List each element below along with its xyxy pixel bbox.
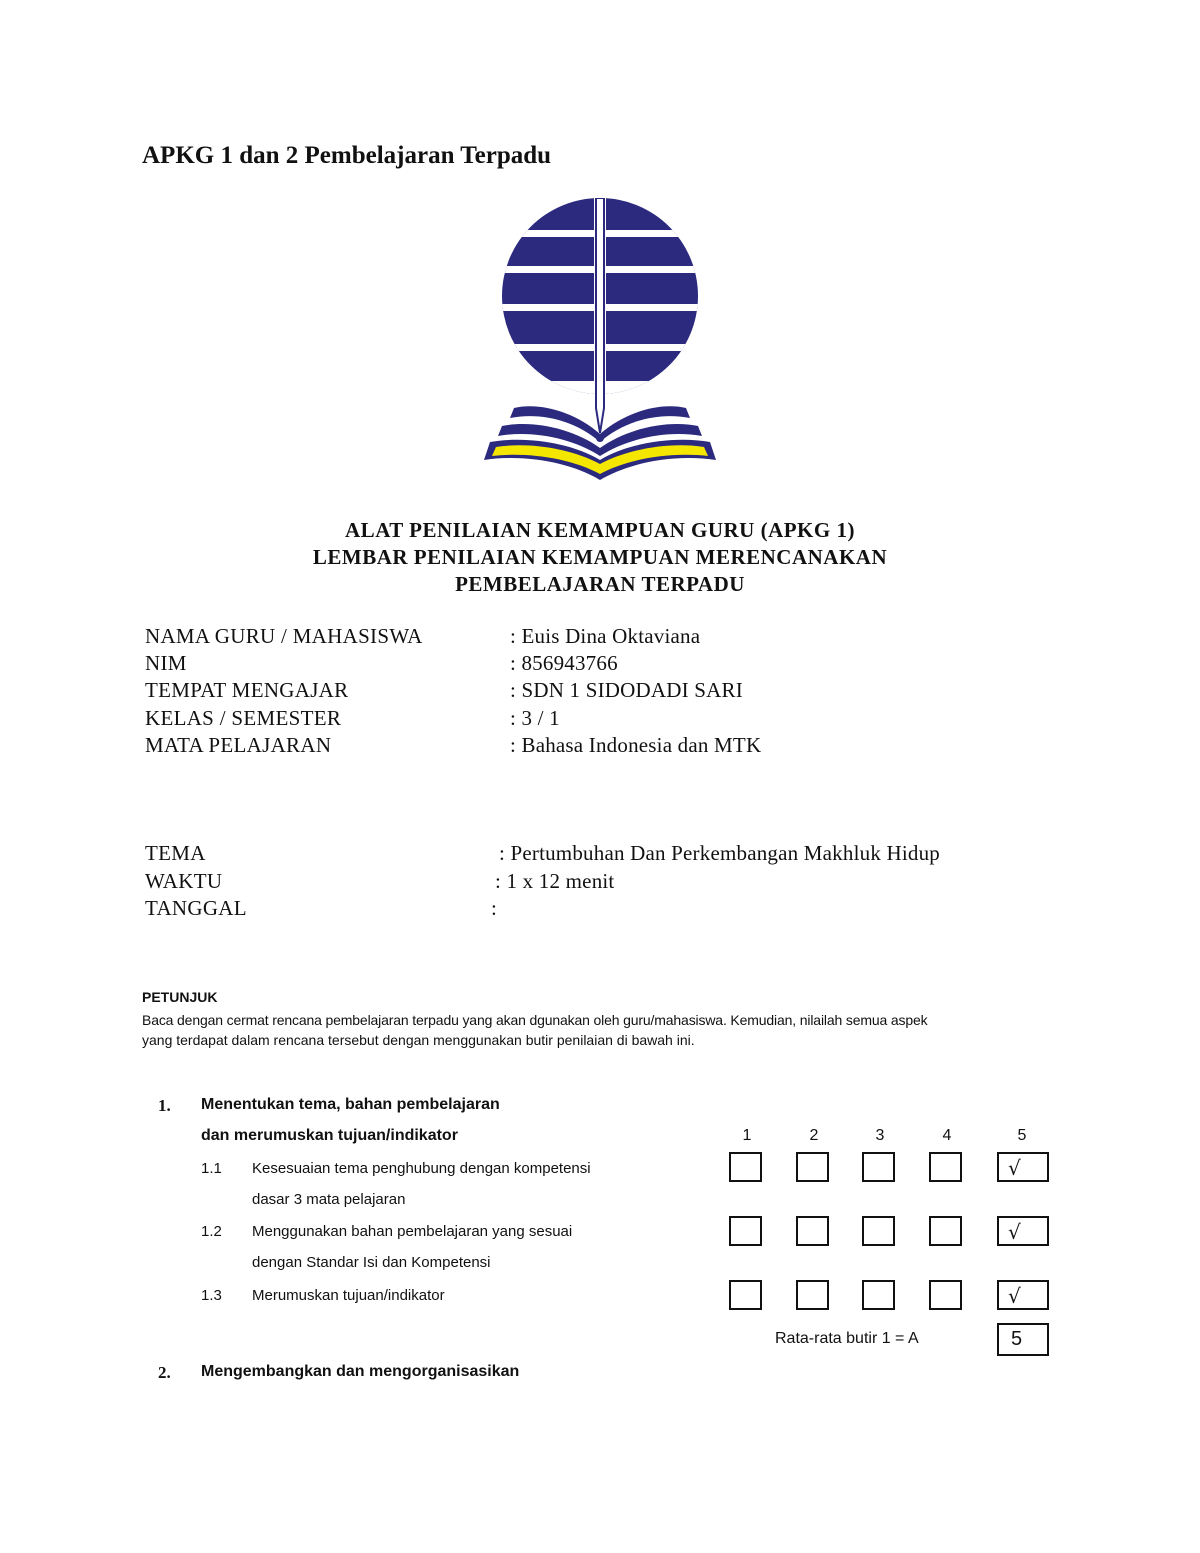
kelas-value: : 3 / 1 <box>510 706 560 730</box>
item-1-1-number: 1.1 <box>201 1160 222 1177</box>
item-1-2-score-5-checkbox[interactable] <box>997 1216 1049 1246</box>
item-1-1-score-2-checkbox[interactable] <box>796 1152 829 1182</box>
item-1-1-score-5-checkbox[interactable] <box>997 1152 1049 1182</box>
mapel-value: : Bahasa Indonesia dan MTK <box>510 733 762 757</box>
instructions-line-1: Baca dengan cermat rencana pembelajaran terpadu yang akan dgunakan oleh guru/mahasiswa. Kemudian, nilailah semua aspek <box>142 1012 928 1028</box>
tema-label: TEMA <box>145 841 206 865</box>
tanggal-value: : <box>491 896 498 920</box>
item-1-3-score-3-checkbox[interactable] <box>862 1280 895 1310</box>
item-1-1-text-line-1: Kesesuaian tema penghubung dengan kompetensi <box>252 1160 591 1177</box>
kelas-label: KELAS / SEMESTER <box>145 706 342 730</box>
item-1-3-score-5-checkbox[interactable] <box>997 1280 1049 1310</box>
item-1-3-score-1-checkbox[interactable] <box>729 1280 762 1310</box>
item-1-2-score-3-checkbox[interactable] <box>862 1216 895 1246</box>
scale-label-3: 3 <box>875 1127 885 1144</box>
scale-label-2: 2 <box>809 1127 819 1144</box>
item-1-3-text-line-1: Merumuskan tujuan/indikator <box>252 1287 445 1304</box>
average-label: Rata-rata butir 1 = A <box>775 1330 919 1347</box>
item-1-2-score-2-checkbox[interactable] <box>796 1216 829 1246</box>
scale-label-4: 4 <box>942 1127 952 1144</box>
average-value: 5 <box>1011 1328 1023 1350</box>
nim-label: NIM <box>145 651 187 675</box>
section-1-number: 1. <box>158 1096 171 1115</box>
nama-value: : Euis Dina Oktaviana <box>510 624 701 648</box>
nama-label: NAMA GURU / MAHASISWA <box>145 624 423 648</box>
check-mark-icon: √ <box>1008 1284 1021 1308</box>
waktu-value: : 1 x 12 menit <box>495 869 615 893</box>
instructions-title: PETUNJUK <box>142 989 218 1005</box>
tanggal-label: TANGGAL <box>145 896 247 920</box>
check-mark-icon: √ <box>1008 1156 1021 1180</box>
scale-label-1: 1 <box>742 1127 752 1144</box>
university-logo <box>480 198 720 488</box>
section-1-title-line-1: Menentukan tema, bahan pembelajaran <box>201 1096 500 1113</box>
tempat-label: TEMPAT MENGAJAR <box>145 678 349 702</box>
item-1-2-text-line-1: Menggunakan bahan pembelajaran yang sesuai <box>252 1223 573 1240</box>
tema-value: : Pertumbuhan Dan Perkembangan Makhluk Hidup <box>499 841 940 865</box>
section-2-title-line-1: Mengembangkan dan mengorganisasikan <box>201 1363 520 1380</box>
waktu-label: WAKTU <box>145 869 223 893</box>
item-1-1-score-1-checkbox[interactable] <box>729 1152 762 1182</box>
nim-value: : 856943766 <box>510 651 618 675</box>
document-title: APKG 1 dan 2 Pembelajaran Terpadu <box>142 142 552 169</box>
scale-label-5: 5 <box>1017 1127 1027 1144</box>
tempat-value: : SDN 1 SIDODADI SARI <box>510 678 743 702</box>
item-1-2-score-1-checkbox[interactable] <box>729 1216 762 1246</box>
section-2-number: 2. <box>158 1363 171 1382</box>
item-1-1-score-4-checkbox[interactable] <box>929 1152 962 1182</box>
item-1-1-score-3-checkbox[interactable] <box>862 1152 895 1182</box>
check-mark-icon: √ <box>1008 1220 1021 1244</box>
item-1-3-number: 1.3 <box>201 1287 222 1304</box>
form-heading-line-3: PEMBELAJARAN TERPADU <box>455 572 745 596</box>
average-value-box <box>997 1323 1049 1356</box>
form-heading-line-2: LEMBAR PENILAIAN KEMAMPUAN MERENCANAKAN <box>312 545 888 569</box>
mapel-label: MATA PELAJARAN <box>145 733 332 757</box>
item-1-3-score-2-checkbox[interactable] <box>796 1280 829 1310</box>
item-1-3-score-4-checkbox[interactable] <box>929 1280 962 1310</box>
section-1-title-line-2: dan merumuskan tujuan/indikator <box>201 1127 458 1144</box>
instructions-line-2: yang terdapat dalam rencana tersebut dengan menggunakan butir penilaian di bawah ini. <box>142 1032 695 1048</box>
item-1-2-text-line-2: dengan Standar Isi dan Kompetensi <box>252 1254 491 1271</box>
item-1-2-score-4-checkbox[interactable] <box>929 1216 962 1246</box>
form-heading-line-1: ALAT PENILAIAN KEMAMPUAN GURU (APKG 1) <box>345 518 855 542</box>
item-1-2-number: 1.2 <box>201 1223 222 1240</box>
item-1-1-text-line-2: dasar 3 mata pelajaran <box>252 1191 406 1208</box>
